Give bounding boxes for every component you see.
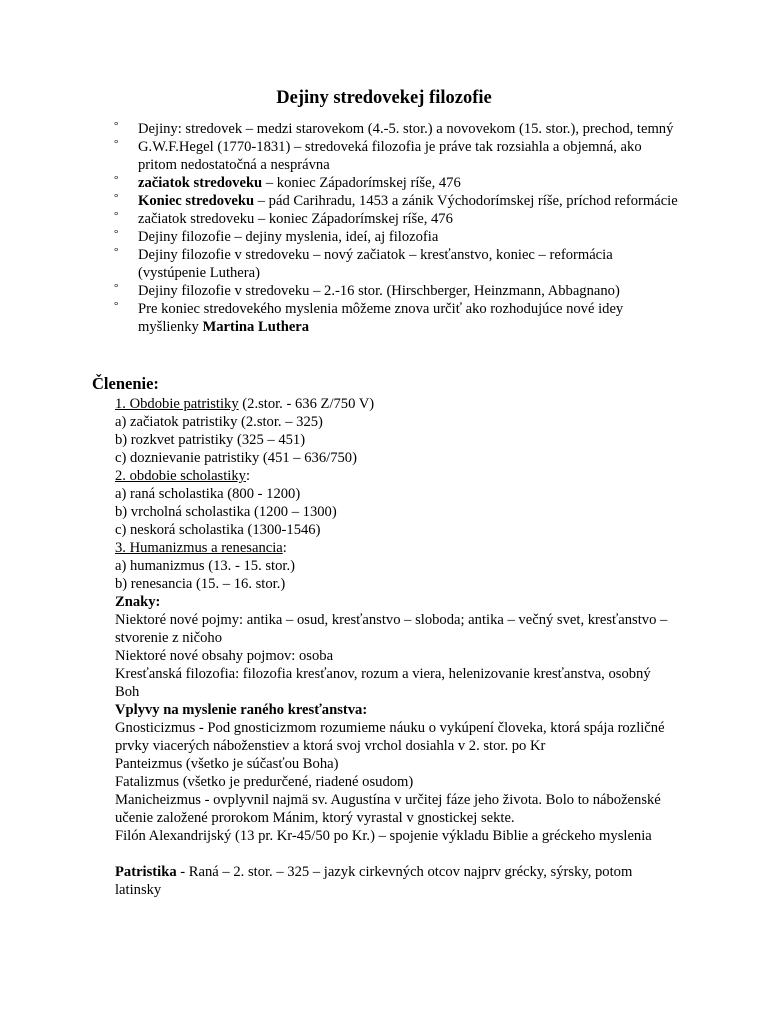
body-line [115,503,675,521]
line-text: a) začiatok patristiky (2.stor. – 325) [115,414,323,430]
bullet-text: začiatok stredoveku – koniec Západorímskej ríše, 476 [138,211,453,227]
bullet-marker: ° [114,138,119,150]
body-line [115,521,675,539]
bullet-text: Dejiny: stredovek – medzi starovekom (4.-5. stor.) a novovekom (15. stor.), prechod, temný [138,121,674,137]
subsection-title: 3. Humanizmus a renesancia [115,540,283,556]
line-text: Fatalizmus (všetko je predurčené, riadené osudom) [115,774,414,790]
body-line [115,647,675,665]
bullet-list [0,120,768,336]
body-line [115,827,675,845]
body-line [115,485,675,503]
line-text: (2.stor. - 636 Z/750 V) [238,396,375,412]
bullet-marker: ° [114,228,119,240]
bullet-bold-text: Koniec stredoveku [138,193,255,209]
bullet-text: Dejiny filozofie v stredoveku – 2.-16 stor. (Hirschberger, Heinzmann, Abbagnano) [138,283,620,299]
body-line [115,593,675,611]
line-text: a) raná scholastika (800 - 1200) [115,486,301,502]
body-line [115,413,675,431]
line-text: Manicheizmus - ovplyvnil najmä sv. Augustína v určitej fáze jeho života. Bolo to náboženské učenie založené prorokom Mánim, ktorý vyrastal v gnostickej sekte. [115,792,661,826]
bullet-text: – pád Carihradu, 1453 a zánik Východorímskej ríše, príchod reformácie [254,193,678,209]
bullet-bold-text: začiatok stredoveku [138,175,263,191]
bold-label: Patristika [115,864,177,880]
line-text: b) rozkvet patristiky (325 – 451) [115,432,306,448]
bullet-marker: ° [114,282,119,294]
bold-label: Vplyvy na myslenie raného kresťanstva: [115,702,368,718]
bullet-text: Dejiny filozofie – dejiny myslenia, ideí, aj filozofia [138,229,439,245]
bullet-marker: ° [114,120,119,132]
bullet-marker: ° [114,192,119,204]
line-text: b) vrcholná scholastika (1200 – 1300) [115,504,337,520]
body-line [115,719,675,755]
bullet-marker: ° [114,246,119,258]
body-text [115,395,675,899]
bullet-text: Dejiny filozofie v stredoveku – nový začiatok – kresťanstvo, koniec – reformácia (vystúpenie Luthera) [138,247,613,281]
body-line [115,431,675,449]
body-line [115,701,675,719]
body-line [115,665,675,701]
body-line [115,449,675,467]
body-line [115,773,675,791]
bullet-item [0,138,768,174]
line-text: Niektoré nové pojmy: antika – osud, kresťanstvo – sloboda; antika – večný svet, kresťanstvo – stvorenie z ničoho [115,612,668,646]
line-text: c) neskorá scholastika (1300-1546) [115,522,321,538]
bullet-bold-text: Martina Luthera [202,319,310,335]
bullet-item [0,246,768,282]
body-line [115,557,675,575]
line-text: Gnosticizmus - Pod gnosticizmom rozumieme náuku o vykúpení človeka, ktorá spája rozličné prvky viacerých náboženstiev a ktorá svoj vrchol dosiahla v 2. stor. po Kr [115,720,665,754]
line-text: a) humanizmus (13. - 15. stor.) [115,558,295,574]
subsection-title: 2. obdobie scholastiky [115,468,246,484]
bullet-text: Pre koniec stredovekého myslenia môžeme znova určiť ako rozhodujúce nové idey myšlienky [138,301,624,335]
subsection-title: 1. Obdobie patristiky [115,396,239,412]
bullet-text: – koniec Západorímskej ríše, 476 [262,175,461,191]
line-text: b) renesancia (15. – 16. stor.) [115,576,286,592]
line-text: - Raná – 2. stor. – 325 – jazyk cirkevných otcov najprv grécky, sýrsky, potom latinsky [115,864,633,898]
bullet-text: G.W.F.Hegel (1770-1831) – stredoveká filozofia je práve tak rozsiahla a objemná, ako pritom nedostatočná a nesprávna [138,139,642,173]
document-title: Dejiny stredovekej filozofie [276,88,492,108]
line-text: : [245,468,250,484]
bullet-marker: ° [114,210,119,222]
bullet-item [0,300,768,336]
body-line [115,575,675,593]
line-text: Kresťanská filozofia: filozofia kresťanov, rozum a viera, helenizovanie kresťanstva, osobný Boh [115,666,651,700]
body-line [115,845,675,863]
body-line [115,791,675,827]
line-text: Niektoré nové obsahy pojmov: osoba [115,648,334,664]
line-text: Filón Alexandrijský (13 pr. Kr-45/50 po Kr.) – spojenie výkladu Biblie a gréckeho myslenia [115,828,652,844]
line-text: Panteizmus (všetko je súčasťou Boha) [115,756,339,772]
bullet-marker: ° [114,174,119,186]
line-text: c) doznievanie patristiky (451 – 636/750) [115,450,357,466]
body-line [115,863,675,899]
body-line [115,539,675,557]
section-heading: Členenie: [92,374,159,393]
body-line [115,611,675,647]
body-line [115,467,675,485]
body-line [115,395,675,413]
body-line [115,755,675,773]
bold-label: Znaky: [115,594,161,610]
bullet-marker: ° [114,300,119,312]
line-text: : [282,540,287,556]
